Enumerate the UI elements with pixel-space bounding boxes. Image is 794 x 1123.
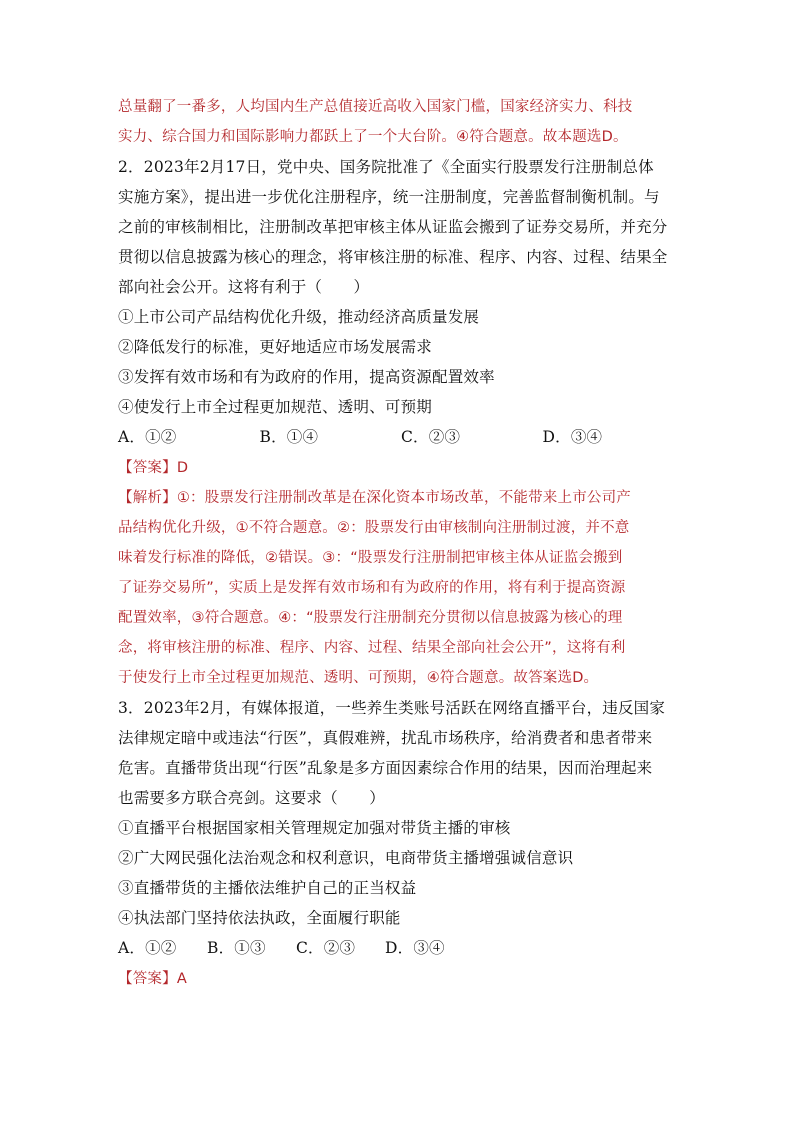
q2-analysis-line	[118, 483, 684, 513]
q2-stem-line: 2．2023年2月17日，党中央、国务院批准了《全面实行股票发行注册制总体	[118, 158, 654, 176]
q3-statement-3: ③直播带货的主播依法维护自己的正当权益	[118, 879, 417, 897]
q2-option-b: B．①④	[259, 428, 319, 446]
q3-statement-4: ④执法部门坚持依法执政，全面履行职能	[118, 909, 401, 927]
q3-option-d: D．③④	[385, 939, 445, 957]
q2-analysis-line: 配置效率，③符合题意。④：“股票发行注册制充分贯彻以信息披露为核心的理	[118, 610, 623, 626]
q2-analysis-line: 念，将审核注册的标准、程序、内容、过程、结果全部向社会公开”，这将有利	[118, 640, 626, 656]
q3-stem-line: 危害。直播带货出现“行医”乱象是多方面因素综合作用的结果，因而治理起来	[118, 759, 653, 777]
q3-answer-tag: 【答案】	[118, 971, 177, 987]
q2-option-c: C．②③	[401, 428, 461, 446]
prev-analysis-line: 实力、综合国力和国际影响力都跃上了一个大台阶。④符合题意。故本题选D。	[118, 129, 628, 145]
q3-stem-line: 3．2023年2月，有媒体报道，一些养生类账号活跃在网络直播平台，违反国家	[118, 699, 666, 717]
q3-stem-line: 法律规定暗中或违法“行医”，真假难辨，扰乱市场秩序，给消费者和患者带来	[118, 729, 653, 747]
q2-analysis-text: ①：股票发行注册制改革是在深化资本市场改革，不能带来上市公司产	[176, 490, 632, 506]
q2-statement-1: ①上市公司产品结构优化升级，推动经济高质量发展	[118, 308, 480, 326]
q3-statement-2: ②广大网民强化法治观念和权利意识，电商带货主播增强诚信意识	[118, 849, 574, 867]
q2-analysis-line: 味着发行标准的降低，②错误。③：“股票发行注册制把审核主体从证监会搬到	[118, 550, 623, 566]
q2-option-a: A．①②	[118, 428, 177, 446]
q3-answer	[118, 963, 684, 994]
q2-answer-value: D	[176, 460, 189, 476]
q3-statement-1: ①直播平台根据国家相关管理规定加强对带货主播的审核	[118, 819, 511, 837]
q2-stem-line: 之前的审核制相比，注册制改革把审核主体从证监会搬到了证券交易所，并充分	[118, 218, 668, 236]
q2-answer	[118, 452, 684, 483]
document-content	[118, 92, 684, 994]
q2-option-d: D．③④	[542, 428, 603, 446]
q2-answer-tag: 【答案】	[118, 460, 177, 476]
q2-statement-4: ④使发行上市全过程更加规范、透明、可预期	[118, 398, 433, 416]
q3-option-b: B．①③	[207, 939, 266, 957]
q2-stem-line: 贯彻以信息披露为核心的理念，将审核注册的标准、程序、内容、过程、结果全	[118, 248, 668, 266]
q2-options	[118, 422, 684, 452]
q2-analysis-tag: 【解析】	[118, 490, 177, 506]
q2-stem-line: 实施方案》，提出进一步优化注册程序，统一注册制度，完善监督制衡机制。与	[118, 188, 660, 206]
q2-analysis-line: 于使发行上市全过程更加规范、透明、可预期，④符合题意。故答案选D。	[118, 670, 599, 686]
q3-stem-line: 也需要多方联合亮剑。这要求（ ）	[118, 789, 385, 807]
q2-statement-2: ②降低发行的标准，更好地适应市场发展需求	[118, 338, 433, 356]
q3-option-a: A．①②	[118, 939, 177, 957]
q3-option-c: C．②③	[296, 939, 356, 957]
q3-options	[118, 933, 684, 963]
q2-stem-line: 部向社会公开。这将有利于（ ）	[118, 278, 370, 296]
q2-analysis-line: 了证券交易所”，实质上是发挥有效市场和有为政府的作用，将有利于提高资源	[118, 580, 626, 596]
prev-analysis-line: 总量翻了一番多，人均国内生产总值接近高收入国家门槛，国家经济实力、科技	[118, 99, 633, 115]
q2-analysis-line: 品结构优化升级，①不符合题意。②：股票发行由审核制向注册制过渡，并不意	[118, 520, 630, 536]
q2-statement-3: ③发挥有效市场和有为政府的作用，提高资源配置效率	[118, 368, 495, 386]
q3-answer-value: A	[176, 971, 187, 987]
